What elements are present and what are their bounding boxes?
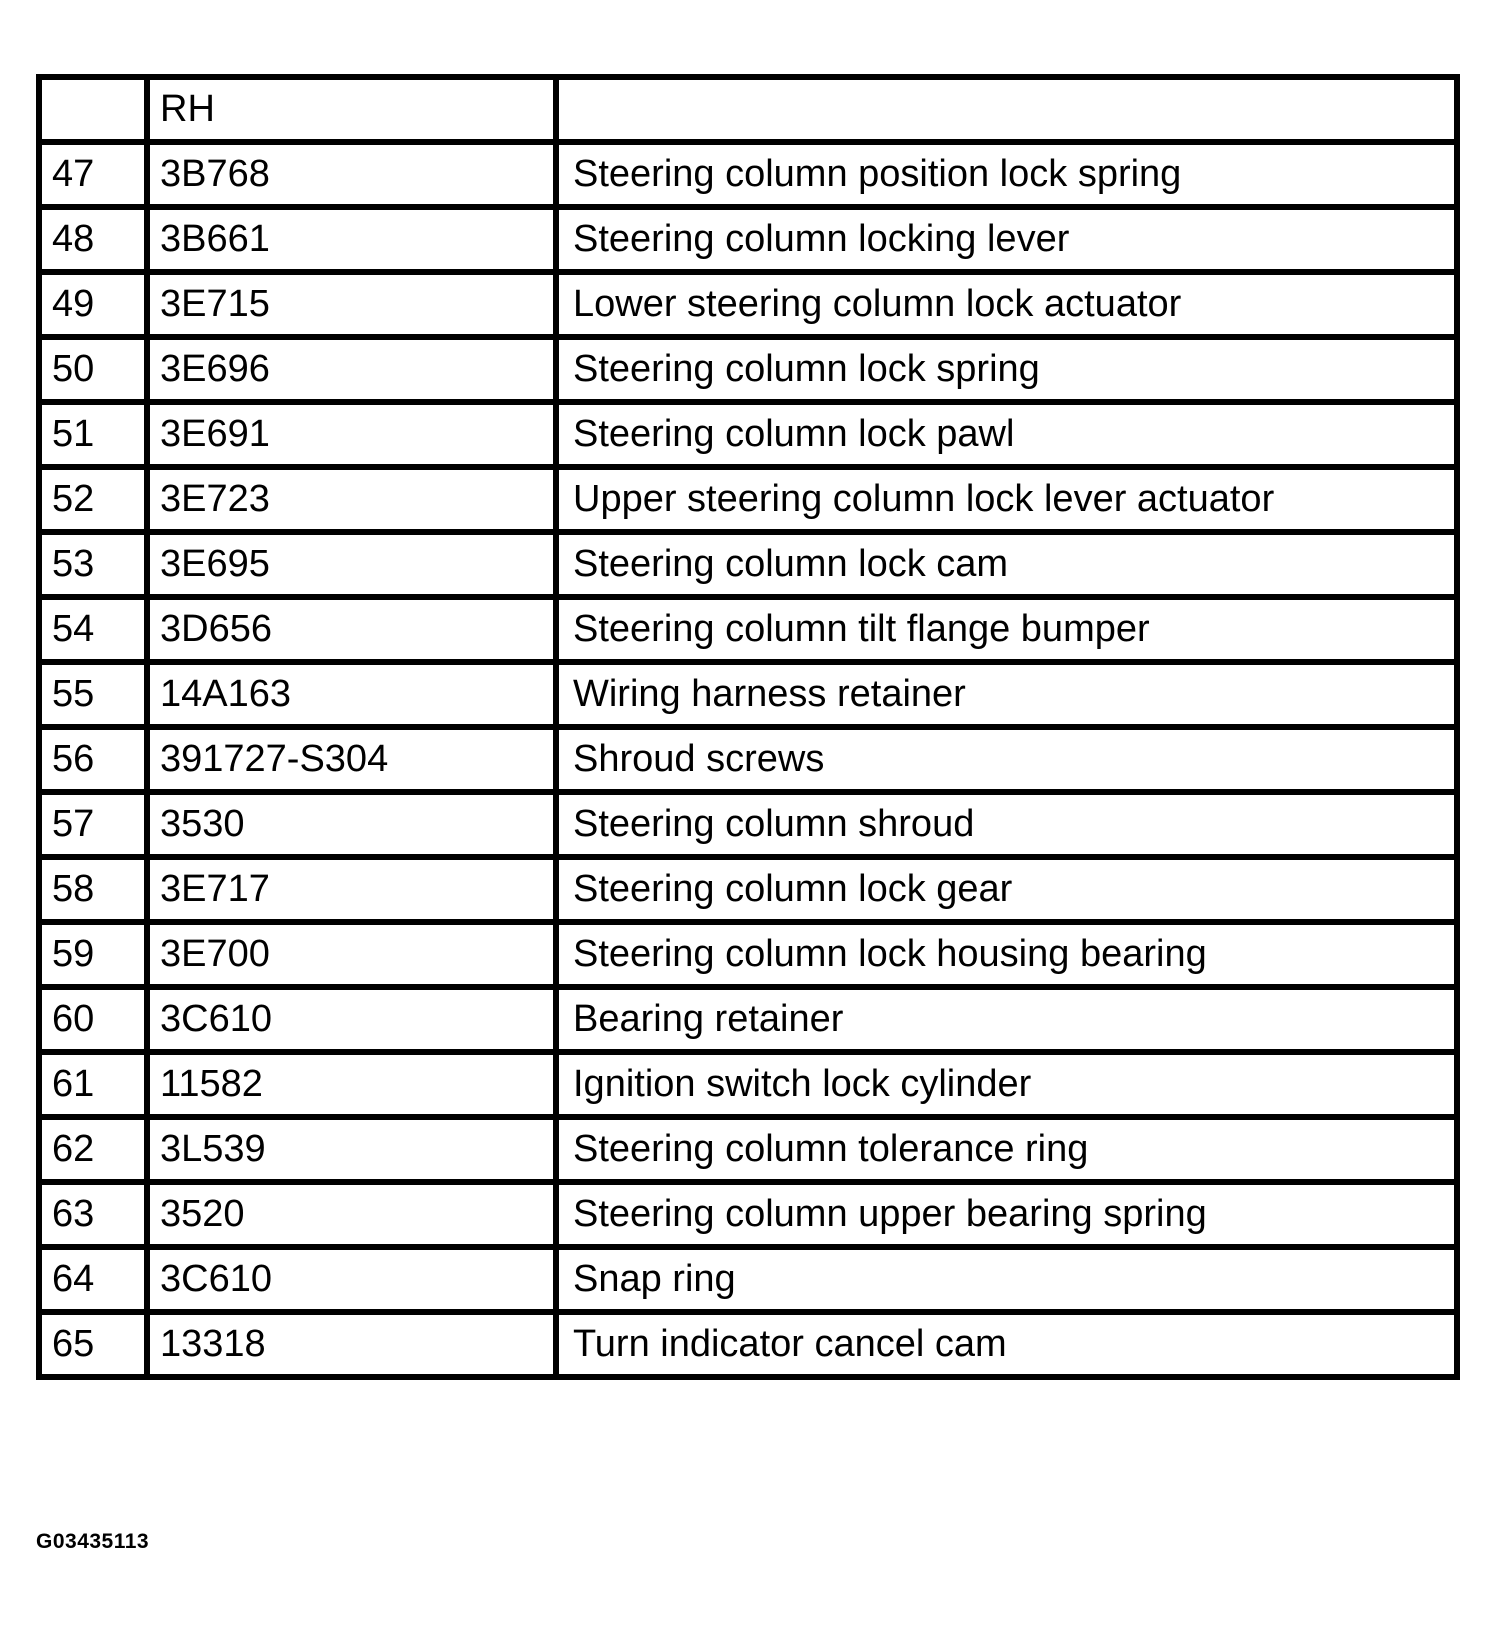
description-cell: Ignition switch lock cylinder xyxy=(556,1052,1457,1117)
table-header-row xyxy=(39,77,1457,142)
description-cell: Steering column tolerance ring xyxy=(556,1117,1457,1182)
description-cell: Steering column lock pawl xyxy=(556,402,1457,467)
description-cell: Turn indicator cancel cam xyxy=(556,1312,1457,1377)
description-cell: Steering column lock spring xyxy=(556,337,1457,402)
item-number-cell: 50 xyxy=(39,337,147,402)
part-number-cell: 3C610 xyxy=(147,987,556,1052)
table-row xyxy=(39,922,1457,987)
description-cell: Bearing retainer xyxy=(556,987,1457,1052)
part-number-cell: 3E717 xyxy=(147,857,556,922)
figure-id: G03435113 xyxy=(36,1530,150,1553)
table-row xyxy=(39,402,1457,467)
description-cell: Steering column lock gear xyxy=(556,857,1457,922)
table-row xyxy=(39,1247,1457,1312)
table-row xyxy=(39,857,1457,922)
description-cell: Steering column locking lever xyxy=(556,207,1457,272)
part-number-cell: 3530 xyxy=(147,792,556,857)
table-row xyxy=(39,1312,1457,1377)
item-number-cell: 54 xyxy=(39,597,147,662)
part-number-cell: 3D656 xyxy=(147,597,556,662)
table-row xyxy=(39,207,1457,272)
parts-table-container xyxy=(36,74,1454,1380)
description-cell: Steering column tilt flange bumper xyxy=(556,597,1457,662)
table-row xyxy=(39,532,1457,597)
header-desc-cell xyxy=(556,77,1457,142)
description-cell: Upper steering column lock lever actuator xyxy=(556,467,1457,532)
part-number-cell: 3B661 xyxy=(147,207,556,272)
table-row xyxy=(39,662,1457,727)
description-cell: Lower steering column lock actuator xyxy=(556,272,1457,337)
part-number-cell: 3B768 xyxy=(147,142,556,207)
header-part-cell: RH xyxy=(147,77,556,142)
parts-table-body xyxy=(39,77,1457,1377)
header-item-cell xyxy=(39,77,147,142)
table-row xyxy=(39,1117,1457,1182)
part-number-cell: 391727-S304 xyxy=(147,727,556,792)
item-number-cell: 58 xyxy=(39,857,147,922)
description-cell: Snap ring xyxy=(556,1247,1457,1312)
part-number-cell: 3E691 xyxy=(147,402,556,467)
parts-table xyxy=(36,74,1460,1380)
part-number-cell: 11582 xyxy=(147,1052,556,1117)
description-cell: Steering column lock housing bearing xyxy=(556,922,1457,987)
part-number-cell: 14A163 xyxy=(147,662,556,727)
item-number-cell: 61 xyxy=(39,1052,147,1117)
item-number-cell: 48 xyxy=(39,207,147,272)
table-row xyxy=(39,467,1457,532)
table-row xyxy=(39,727,1457,792)
item-number-cell: 56 xyxy=(39,727,147,792)
table-row xyxy=(39,142,1457,207)
description-cell: Shroud screws xyxy=(556,727,1457,792)
description-cell: Steering column shroud xyxy=(556,792,1457,857)
item-number-cell: 55 xyxy=(39,662,147,727)
table-row xyxy=(39,792,1457,857)
part-number-cell: 3E695 xyxy=(147,532,556,597)
table-row xyxy=(39,272,1457,337)
description-cell: Steering column lock cam xyxy=(556,532,1457,597)
part-number-cell: 3E700 xyxy=(147,922,556,987)
item-number-cell: 52 xyxy=(39,467,147,532)
description-cell: Steering column position lock spring xyxy=(556,142,1457,207)
item-number-cell: 51 xyxy=(39,402,147,467)
part-number-cell: 3E723 xyxy=(147,467,556,532)
description-cell: Steering column upper bearing spring xyxy=(556,1182,1457,1247)
item-number-cell: 62 xyxy=(39,1117,147,1182)
part-number-cell: 13318 xyxy=(147,1312,556,1377)
part-number-cell: 3E696 xyxy=(147,337,556,402)
table-row xyxy=(39,337,1457,402)
item-number-cell: 64 xyxy=(39,1247,147,1312)
part-number-cell: 3L539 xyxy=(147,1117,556,1182)
item-number-cell: 47 xyxy=(39,142,147,207)
item-number-cell: 60 xyxy=(39,987,147,1052)
table-row xyxy=(39,597,1457,662)
item-number-cell: 49 xyxy=(39,272,147,337)
table-row xyxy=(39,1182,1457,1247)
item-number-cell: 65 xyxy=(39,1312,147,1377)
part-number-cell: 3C610 xyxy=(147,1247,556,1312)
item-number-cell: 53 xyxy=(39,532,147,597)
description-cell: Wiring harness retainer xyxy=(556,662,1457,727)
part-number-cell: 3E715 xyxy=(147,272,556,337)
item-number-cell: 59 xyxy=(39,922,147,987)
part-number-cell: 3520 xyxy=(147,1182,556,1247)
table-row xyxy=(39,987,1457,1052)
table-row xyxy=(39,1052,1457,1117)
item-number-cell: 63 xyxy=(39,1182,147,1247)
item-number-cell: 57 xyxy=(39,792,147,857)
